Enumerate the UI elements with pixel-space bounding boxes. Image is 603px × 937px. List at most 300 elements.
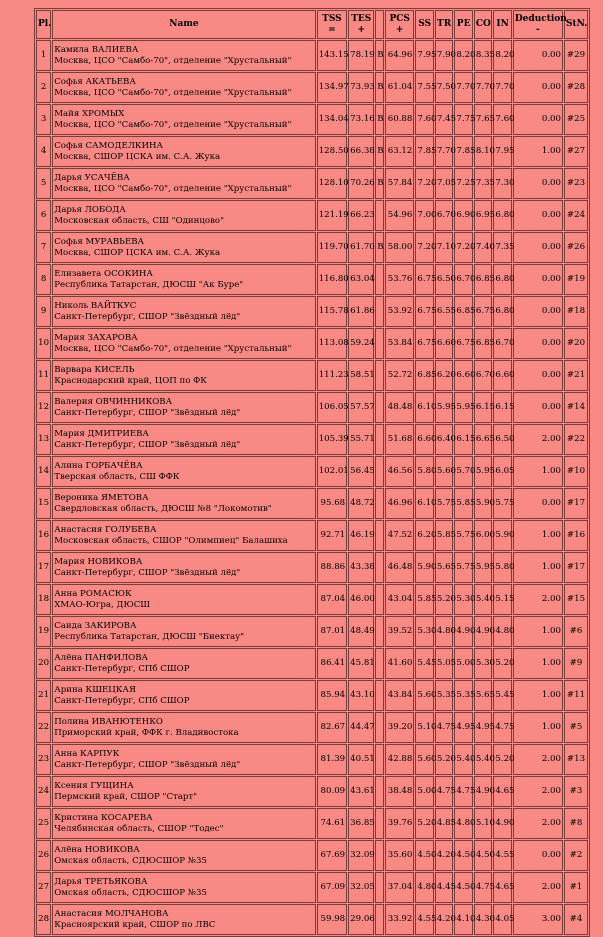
skater-club: Москва, ЦСО "Самбо-70", отделение "Хрустальный" <box>54 343 292 354</box>
cell-pe: 6.70 <box>454 264 473 295</box>
table-row <box>36 648 588 679</box>
cell-tes: 73.93 <box>348 72 374 103</box>
cell-ss: 6.75 <box>415 264 434 295</box>
cell-pcs: 57.84 <box>385 168 414 199</box>
cell-ss: 7.55 <box>415 72 434 103</box>
cell-co: 8.35 <box>474 40 493 71</box>
cell-ss: 7.60 <box>415 104 434 135</box>
cell-skater <box>52 200 315 231</box>
cell-pe: 4.80 <box>454 808 473 839</box>
cell-pcs: 33.92 <box>385 904 414 935</box>
cell-deduction: 0.00 <box>513 488 563 519</box>
cell-bonus <box>375 616 384 647</box>
skater-name: Варвара КИСЕЛЬ <box>54 364 135 375</box>
cell-co: 4.90 <box>474 776 493 807</box>
cell-co: 5.90 <box>474 488 493 519</box>
cell-tes: 63.04 <box>348 264 374 295</box>
cell-stn: #24 <box>564 200 588 231</box>
cell-co: 4.95 <box>474 712 493 743</box>
cell-tss: 113.08 <box>317 328 347 359</box>
cell-stn: #6 <box>564 616 588 647</box>
col-header-pe: PE <box>454 10 473 39</box>
cell-in: 6.15 <box>493 392 512 423</box>
cell-tes: 48.72 <box>348 488 374 519</box>
cell-stn: #29 <box>564 40 588 71</box>
cell-stn: #2 <box>564 840 588 871</box>
col-header-deduction-sub: - <box>536 24 540 35</box>
cell-deduction: 0.00 <box>513 392 563 423</box>
cell-place: 2 <box>36 72 51 103</box>
skater-club: Санкт-Петербург, СШОР "Звёздный лёд" <box>54 759 241 770</box>
cell-tss: 143.15 <box>317 40 347 71</box>
cell-ss: 6.60 <box>415 424 434 455</box>
cell-tes: 66.38 <box>348 136 374 167</box>
cell-ss: 6.10 <box>415 488 434 519</box>
skater-club: Приморский край, ФФК г. Владивостока <box>54 727 239 738</box>
table-row <box>36 744 588 775</box>
cell-skater <box>52 840 315 871</box>
cell-co: 4.50 <box>474 840 493 871</box>
cell-tr: 5.20 <box>435 584 454 615</box>
table-row <box>36 424 588 455</box>
cell-tss: 121.19 <box>317 200 347 231</box>
skater-club: Республика Татарстан, ДЮСШ "Биектау" <box>54 631 245 642</box>
skater-name: Мария ЗАХАРОВА <box>54 332 138 343</box>
cell-tss: 82.67 <box>317 712 347 743</box>
table-row <box>36 584 588 615</box>
cell-tss: 106.05 <box>317 392 347 423</box>
cell-tes: 44.47 <box>348 712 374 743</box>
cell-in: 6.80 <box>493 296 512 327</box>
skater-club: Санкт-Петербург, СПб СШОР <box>54 663 190 674</box>
cell-place: 4 <box>36 136 51 167</box>
cell-deduction: 2.00 <box>513 744 563 775</box>
cell-bonus <box>375 552 384 583</box>
col-header-deduction: Deduction - <box>513 10 563 39</box>
cell-pcs: 54.96 <box>385 200 414 231</box>
cell-skater <box>52 776 315 807</box>
cell-pcs: 43.84 <box>385 680 414 711</box>
skater-name: Мария НОВИКОВА <box>54 556 143 567</box>
cell-co: 6.95 <box>474 200 493 231</box>
skater-club: Свердловская область, ДЮСШ №8 "Локомотив" <box>54 503 272 514</box>
cell-tss: 87.01 <box>317 616 347 647</box>
cell-skater <box>52 808 315 839</box>
cell-co: 4.30 <box>474 904 493 935</box>
cell-stn: #4 <box>564 904 588 935</box>
cell-co: 6.70 <box>474 360 493 391</box>
cell-pe: 5.75 <box>454 552 473 583</box>
cell-bonus <box>375 264 384 295</box>
cell-in: 5.80 <box>493 552 512 583</box>
cell-tes: 46.19 <box>348 520 374 551</box>
cell-pe: 4.90 <box>454 616 473 647</box>
cell-ss: 7.00 <box>415 200 434 231</box>
cell-tes: 40.51 <box>348 744 374 775</box>
skater-club: Краснодарский край, ЦОП по ФК <box>54 375 207 386</box>
cell-deduction: 0.00 <box>513 40 563 71</box>
cell-deduction: 2.00 <box>513 872 563 903</box>
cell-tss: 134.04 <box>317 104 347 135</box>
cell-in: 4.05 <box>493 904 512 935</box>
cell-tr: 7.90 <box>435 40 454 71</box>
skater-name: Софья АКАТЬЕВА <box>54 76 136 87</box>
cell-tr: 5.65 <box>435 552 454 583</box>
cell-co: 7.70 <box>474 72 493 103</box>
col-header-tss: TSS = <box>317 10 347 39</box>
cell-tr: 5.60 <box>435 456 454 487</box>
cell-ss: 5.10 <box>415 712 434 743</box>
cell-ss: 7.95 <box>415 40 434 71</box>
cell-pe: 4.10 <box>454 904 473 935</box>
skater-club: Московская область, СШ "Одинцово" <box>54 215 225 226</box>
cell-pcs: 42.88 <box>385 744 414 775</box>
table-row <box>36 552 588 583</box>
cell-stn: #8 <box>564 808 588 839</box>
cell-stn: #17 <box>564 488 588 519</box>
skater-name: Алёна НОВИКОВА <box>54 844 140 855</box>
skater-club: Москва, СШОР ЦСКА им. С.А. Жука <box>54 151 221 162</box>
table-row <box>36 488 588 519</box>
cell-pe: 5.95 <box>454 392 473 423</box>
cell-place: 5 <box>36 168 51 199</box>
col-header-bonus <box>375 10 384 39</box>
cell-skater <box>52 584 315 615</box>
cell-stn: #10 <box>564 456 588 487</box>
cell-place: 1 <box>36 40 51 71</box>
cell-skater <box>52 232 315 263</box>
skater-club: Республика Татарстан, ДЮСШ "Ак Буре" <box>54 279 244 290</box>
cell-place: 24 <box>36 776 51 807</box>
cell-place: 28 <box>36 904 51 935</box>
cell-in: 4.65 <box>493 872 512 903</box>
cell-pcs: 46.48 <box>385 552 414 583</box>
cell-tes: 32.09 <box>348 840 374 871</box>
skater-name: Дарья ТРЕТЬЯКОВА <box>54 876 148 887</box>
skater-club: Санкт-Петербург, СШОР "Звёздный лёд" <box>54 311 241 322</box>
cell-tr: 7.70 <box>435 136 454 167</box>
cell-tr: 5.75 <box>435 488 454 519</box>
cell-pe: 5.00 <box>454 648 473 679</box>
cell-bonus <box>375 744 384 775</box>
cell-pe: 4.95 <box>454 712 473 743</box>
cell-bonus <box>375 488 384 519</box>
skater-club: Челябинская область, СШОР "Тодес" <box>54 823 224 834</box>
cell-deduction: 0.00 <box>513 104 563 135</box>
table-row <box>36 360 588 391</box>
cell-deduction: 1.00 <box>513 712 563 743</box>
skater-name: Дарья ЛОБОДА <box>54 204 126 215</box>
cell-pcs: 48.48 <box>385 392 414 423</box>
cell-pe: 5.85 <box>454 488 473 519</box>
cell-co: 4.75 <box>474 872 493 903</box>
cell-tss: 111.23 <box>317 360 347 391</box>
cell-place: 12 <box>36 392 51 423</box>
cell-tr: 6.20 <box>435 360 454 391</box>
cell-skater <box>52 136 315 167</box>
cell-co: 5.40 <box>474 744 493 775</box>
cell-ss: 4.80 <box>415 872 434 903</box>
skater-club: Москва, ЦСО "Самбо-70", отделение "Хрустальный" <box>54 183 292 194</box>
cell-pcs: 47.52 <box>385 520 414 551</box>
cell-pcs: 53.76 <box>385 264 414 295</box>
cell-tr: 5.05 <box>435 648 454 679</box>
cell-tss: 85.94 <box>317 680 347 711</box>
cell-tss: 116.80 <box>317 264 347 295</box>
cell-place: 15 <box>36 488 51 519</box>
cell-ss: 6.85 <box>415 360 434 391</box>
cell-tss: 67.09 <box>317 872 347 903</box>
cell-ss: 5.45 <box>415 648 434 679</box>
cell-tes: 73.16 <box>348 104 374 135</box>
skater-name: Арина КШЕЦКАЯ <box>54 684 136 695</box>
cell-deduction: 0.00 <box>513 840 563 871</box>
table-row <box>36 616 588 647</box>
cell-tss: 88.86 <box>317 552 347 583</box>
cell-pcs: 39.76 <box>385 808 414 839</box>
skater-club: Москва, СШОР ЦСКА им. С.А. Жука <box>54 247 221 258</box>
table-row <box>36 872 588 903</box>
cell-skater <box>52 744 315 775</box>
cell-place: 9 <box>36 296 51 327</box>
cell-tr: 5.20 <box>435 744 454 775</box>
cell-skater <box>52 904 315 935</box>
skater-name: Анастасия МОЛЧАНОВА <box>54 908 169 919</box>
cell-bonus <box>375 200 384 231</box>
table-row <box>36 40 588 71</box>
cell-co: 6.15 <box>474 392 493 423</box>
results-table <box>34 8 590 937</box>
cell-in: 6.70 <box>493 328 512 359</box>
skater-club: Омская область, СДЮСШОР №35 <box>54 855 207 866</box>
cell-in: 6.80 <box>493 200 512 231</box>
cell-tss: 74.61 <box>317 808 347 839</box>
cell-pcs: 53.84 <box>385 328 414 359</box>
cell-in: 6.05 <box>493 456 512 487</box>
skater-name: Вероника ЯМЕТОВА <box>54 492 149 503</box>
table-row <box>36 296 588 327</box>
cell-place: 23 <box>36 744 51 775</box>
cell-pcs: 43.04 <box>385 584 414 615</box>
cell-skater <box>52 456 315 487</box>
cell-pe: 7.75 <box>454 104 473 135</box>
skater-club: ХМАО-Югра, ДЮСШ <box>54 599 151 610</box>
cell-place: 10 <box>36 328 51 359</box>
skater-name: Валерия ОВЧИННИКОВА <box>54 396 173 407</box>
skater-club: Санкт-Петербург, СШОР "Звёздный лёд" <box>54 407 241 418</box>
cell-pe: 5.40 <box>454 744 473 775</box>
table-row <box>36 264 588 295</box>
cell-tr: 4.80 <box>435 616 454 647</box>
cell-pcs: 39.52 <box>385 616 414 647</box>
cell-skater <box>52 648 315 679</box>
cell-ss: 6.75 <box>415 296 434 327</box>
header-row <box>36 10 588 39</box>
cell-place: 26 <box>36 840 51 871</box>
table-row <box>36 328 588 359</box>
cell-pe: 5.70 <box>454 456 473 487</box>
cell-in: 7.95 <box>493 136 512 167</box>
cell-bonus <box>375 392 384 423</box>
table-row <box>36 808 588 839</box>
skater-name: Алина ГОРБАЧЁВА <box>54 460 143 471</box>
cell-skater <box>52 392 315 423</box>
cell-tss: 128.50 <box>317 136 347 167</box>
cell-skater <box>52 360 315 391</box>
cell-ss: 6.10 <box>415 392 434 423</box>
col-header-stn: StN. <box>564 10 588 39</box>
cell-tes: 48.49 <box>348 616 374 647</box>
col-header-pcs-sub: + <box>395 24 404 35</box>
cell-tes: 29.06 <box>348 904 374 935</box>
cell-ss: 5.30 <box>415 616 434 647</box>
cell-stn: #19 <box>564 264 588 295</box>
skater-club: Санкт-Петербург, СШОР "Звёздный лёд" <box>54 567 241 578</box>
cell-tes: 55.71 <box>348 424 374 455</box>
cell-bonus <box>375 872 384 903</box>
skater-club: Москва, ЦСО "Самбо-70", отделение "Хрустальный" <box>54 119 292 130</box>
cell-in: 5.15 <box>493 584 512 615</box>
cell-in: 5.45 <box>493 680 512 711</box>
cell-skater <box>52 872 315 903</box>
cell-ss: 5.60 <box>415 680 434 711</box>
cell-pcs: 64.96 <box>385 40 414 71</box>
table-row <box>36 840 588 871</box>
cell-place: 20 <box>36 648 51 679</box>
cell-pcs: 46.96 <box>385 488 414 519</box>
cell-tss: 134.97 <box>317 72 347 103</box>
cell-ss: 5.20 <box>415 808 434 839</box>
cell-pe: 7.25 <box>454 168 473 199</box>
cell-deduction: 0.00 <box>513 360 563 391</box>
cell-deduction: 3.00 <box>513 904 563 935</box>
cell-bonus <box>375 520 384 551</box>
cell-ss: 7.20 <box>415 232 434 263</box>
table-row <box>36 456 588 487</box>
cell-deduction: 0.00 <box>513 168 563 199</box>
col-header-tes: TES + <box>348 10 374 39</box>
table-row <box>36 104 588 135</box>
cell-skater <box>52 552 315 583</box>
cell-place: 13 <box>36 424 51 455</box>
cell-tr: 7.50 <box>435 72 454 103</box>
cell-pe: 6.90 <box>454 200 473 231</box>
skater-name: Анастасия ГОЛУБЕВА <box>54 524 157 535</box>
cell-pe: 7.85 <box>454 136 473 167</box>
cell-place: 11 <box>36 360 51 391</box>
cell-stn: #16 <box>564 520 588 551</box>
cell-deduction: 1.00 <box>513 648 563 679</box>
cell-stn: #9 <box>564 648 588 679</box>
cell-tr: 5.35 <box>435 680 454 711</box>
cell-tr: 5.85 <box>435 520 454 551</box>
cell-deduction: 0.00 <box>513 296 563 327</box>
cell-in: 4.65 <box>493 776 512 807</box>
cell-place: 6 <box>36 200 51 231</box>
skater-name: Ксения ГУЩИНА <box>54 780 134 791</box>
skater-club: Санкт-Петербург, СПб СШОР <box>54 695 190 706</box>
cell-co: 5.95 <box>474 456 493 487</box>
cell-in: 7.60 <box>493 104 512 135</box>
cell-stn: #22 <box>564 424 588 455</box>
cell-stn: #14 <box>564 392 588 423</box>
cell-pe: 4.75 <box>454 776 473 807</box>
cell-ss: 5.85 <box>415 584 434 615</box>
cell-stn: #15 <box>564 584 588 615</box>
cell-deduction: 2.00 <box>513 776 563 807</box>
cell-place: 25 <box>36 808 51 839</box>
cell-pe: 5.75 <box>454 520 473 551</box>
col-header-pl: Pl. <box>36 10 51 39</box>
cell-tes: 46.00 <box>348 584 374 615</box>
cell-pe: 5.30 <box>454 584 473 615</box>
cell-tss: 102.01 <box>317 456 347 487</box>
cell-bonus <box>375 776 384 807</box>
table-row <box>36 136 588 167</box>
cell-place: 19 <box>36 616 51 647</box>
cell-ss: 4.50 <box>415 840 434 871</box>
cell-in: 6.60 <box>493 360 512 391</box>
cell-pcs: 46.56 <box>385 456 414 487</box>
cell-tes: 58.51 <box>348 360 374 391</box>
cell-deduction: 0.00 <box>513 232 563 263</box>
table-row <box>36 520 588 551</box>
skater-name: Мария ДМИТРИЕВА <box>54 428 149 439</box>
skater-name: Камила ВАЛИЕВА <box>54 44 139 55</box>
cell-in: 5.90 <box>493 520 512 551</box>
cell-pe: 6.15 <box>454 424 473 455</box>
cell-tr: 6.70 <box>435 200 454 231</box>
cell-tr: 6.55 <box>435 296 454 327</box>
cell-tes: 43.38 <box>348 552 374 583</box>
cell-bonus: B <box>375 72 384 103</box>
cell-tss: 81.39 <box>317 744 347 775</box>
cell-co: 7.35 <box>474 168 493 199</box>
cell-bonus <box>375 456 384 487</box>
cell-co: 6.85 <box>474 328 493 359</box>
col-header-name: Name <box>52 10 315 39</box>
cell-place: 18 <box>36 584 51 615</box>
col-header-co: CO <box>474 10 493 39</box>
cell-in: 6.50 <box>493 424 512 455</box>
cell-tss: 105.39 <box>317 424 347 455</box>
table-row <box>36 168 588 199</box>
cell-stn: #25 <box>564 104 588 135</box>
cell-tr: 4.75 <box>435 712 454 743</box>
cell-in: 5.20 <box>493 648 512 679</box>
cell-ss: 4.55 <box>415 904 434 935</box>
cell-tes: 57.57 <box>348 392 374 423</box>
skater-name: Елизавета ОСОКИНА <box>54 268 153 279</box>
col-header-tes-sub: + <box>357 24 365 35</box>
cell-deduction: 2.00 <box>513 424 563 455</box>
cell-skater <box>52 264 315 295</box>
cell-tes: 66.23 <box>348 200 374 231</box>
cell-pcs: 52.72 <box>385 360 414 391</box>
cell-place: 22 <box>36 712 51 743</box>
cell-place: 27 <box>36 872 51 903</box>
cell-pcs: 41.60 <box>385 648 414 679</box>
cell-tss: 87.04 <box>317 584 347 615</box>
cell-place: 7 <box>36 232 51 263</box>
cell-co: 5.95 <box>474 552 493 583</box>
cell-stn: #21 <box>564 360 588 391</box>
cell-deduction: 1.00 <box>513 552 563 583</box>
cell-stn: #28 <box>564 72 588 103</box>
cell-bonus <box>375 904 384 935</box>
cell-ss: 5.60 <box>415 744 434 775</box>
table-row <box>36 776 588 807</box>
